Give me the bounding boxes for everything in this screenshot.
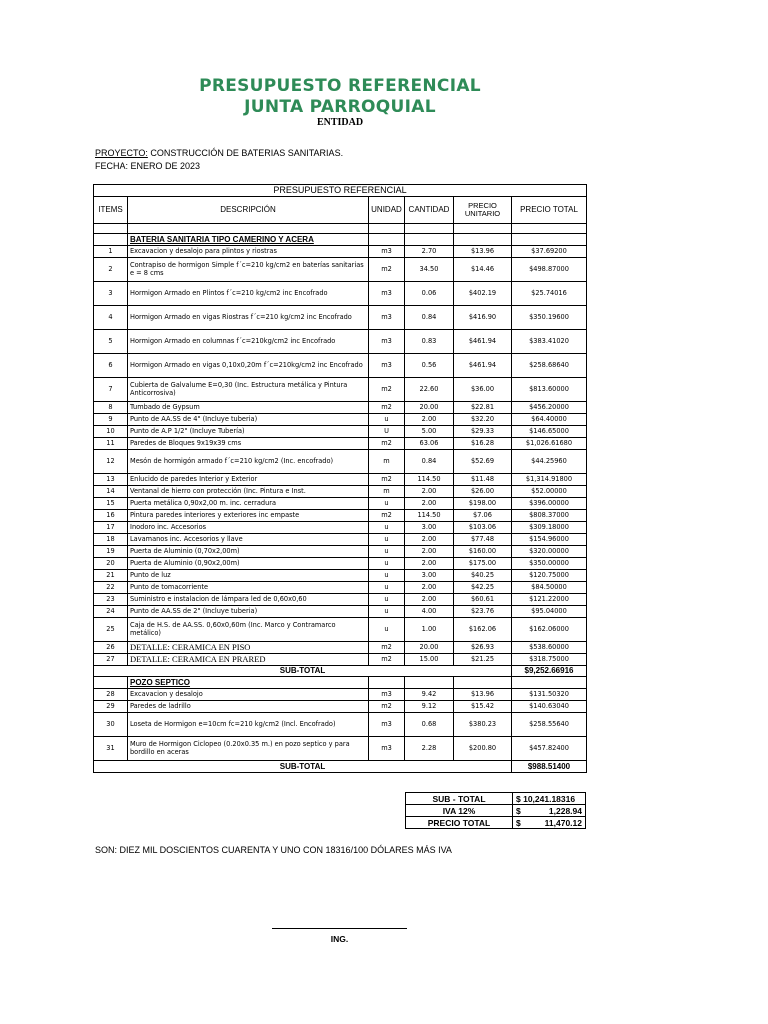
item-quantity: 5.00 [405, 426, 454, 438]
iva-label: IVA 12% [406, 805, 513, 817]
item-number: 28 [94, 689, 128, 701]
empty-cell [512, 677, 587, 689]
date-label: FECHA: [95, 161, 129, 171]
item-number: 20 [94, 558, 128, 570]
item-unit: m2 [369, 378, 405, 402]
total-currency: $ [516, 817, 521, 828]
item-total-price: $95.04000 [512, 606, 587, 618]
item-unit: U [369, 426, 405, 438]
item-quantity: 3.00 [405, 570, 454, 582]
table-row [94, 510, 587, 522]
item-total-price: $1,314.91800 [512, 474, 587, 486]
item-unit-price: $32.20 [454, 414, 512, 426]
item-description: Muro de Hormigon Ciclopeo (0.20x0.35 m.) en pozo septico y para bordillo en aceras [128, 737, 369, 761]
signature-line [272, 928, 407, 929]
item-unit: m2 [369, 642, 405, 654]
item-number: 10 [94, 426, 128, 438]
item-quantity: 0.84 [405, 450, 454, 474]
item-description: Puerta de Aluminio (0,90x2,00m) [128, 558, 369, 570]
header-items: ITEMS [94, 197, 128, 224]
table-row [94, 522, 587, 534]
budget-table-body [94, 185, 587, 773]
empty-cell [405, 677, 454, 689]
item-total-price: $538.60000 [512, 642, 587, 654]
item-unit-price: $198.00 [454, 498, 512, 510]
item-description: Punto de AA.SS de 4" (Incluye tuberia) [128, 414, 369, 426]
item-unit: m [369, 450, 405, 474]
item-quantity: 9.12 [405, 701, 454, 713]
item-total-price: $162.06000 [512, 618, 587, 642]
item-unit: m2 [369, 474, 405, 486]
item-unit-price: $162.06 [454, 618, 512, 642]
item-number: 3 [94, 282, 128, 306]
item-unit-price: $52.69 [454, 450, 512, 474]
header-unit: UNIDAD [369, 197, 405, 224]
table-row [94, 282, 587, 306]
item-quantity: 2.00 [405, 546, 454, 558]
item-unit-price: $60.61 [454, 594, 512, 606]
item-unit-price: $42.25 [454, 582, 512, 594]
item-unit-price: $15.42 [454, 701, 512, 713]
item-unit-price: $380.23 [454, 713, 512, 737]
table-row [94, 498, 587, 510]
item-quantity: 2.70 [405, 246, 454, 258]
item-quantity: 2.00 [405, 582, 454, 594]
item-unit: u [369, 498, 405, 510]
item-description: Pintura paredes interiores y exteriores inc empaste [128, 510, 369, 522]
section-title-pozo: POZO SEPTICO [128, 677, 369, 689]
header-unit-price: PRECIO UNITARIO [454, 197, 512, 224]
empty-cell [512, 224, 587, 234]
table-row [94, 594, 587, 606]
item-total-price: $84.50000 [512, 582, 587, 594]
item-unit: u [369, 606, 405, 618]
empty-cell [369, 234, 405, 246]
table-row [94, 618, 587, 642]
item-quantity: 22.60 [405, 378, 454, 402]
item-number: 23 [94, 594, 128, 606]
item-description: Puerta de Aluminio (0,70x2,00m) [128, 546, 369, 558]
table-row [94, 570, 587, 582]
item-quantity: 0.83 [405, 330, 454, 354]
item-quantity: 63.06 [405, 438, 454, 450]
item-unit: u [369, 414, 405, 426]
item-unit: m3 [369, 306, 405, 330]
item-unit: m3 [369, 737, 405, 761]
item-description: Excavacion y desalojo para plintos y riostras [128, 246, 369, 258]
subtotal-value: $9,252.66916 [512, 666, 587, 677]
empty-cell [369, 677, 405, 689]
item-description: Hormigon Armado en vigas 0,10x0,20m f´c=210kg/cm2 inc Encofrado [128, 354, 369, 378]
item-unit: u [369, 594, 405, 606]
total-label: PRECIO TOTAL [406, 817, 513, 829]
item-description: Puerta metálica 0,90x2,00 m. inc. cerradura [128, 498, 369, 510]
empty-cell [94, 234, 128, 246]
item-total-price: $350.19600 [512, 306, 587, 330]
item-quantity: 20.00 [405, 642, 454, 654]
signature-title: ING. [330, 934, 349, 944]
item-unit: u [369, 570, 405, 582]
totals-iva-row [406, 805, 586, 817]
item-unit-price: $200.80 [454, 737, 512, 761]
item-total-price: $396.00000 [512, 498, 587, 510]
table-row [94, 546, 587, 558]
item-unit-price: $461.94 [454, 354, 512, 378]
item-total-price: $457.82400 [512, 737, 587, 761]
item-description: DETALLE: CERAMICA EN PISO [128, 642, 369, 654]
item-description: Paredes de ladrillo [128, 701, 369, 713]
item-quantity: 4.00 [405, 606, 454, 618]
item-quantity: 2.00 [405, 534, 454, 546]
item-description: Cubierta de Galvalume E=0,30 (Inc. Estructura metálica y Pintura Anticorrosiva) [128, 378, 369, 402]
item-number: 7 [94, 378, 128, 402]
item-description: Hormigon Armado en vigas Riostras f´c=210 kg/cm2 inc Encofrado [128, 306, 369, 330]
item-quantity: 34.50 [405, 258, 454, 282]
item-number: 22 [94, 582, 128, 594]
subtotal-row [94, 666, 587, 677]
item-total-price: $25.74016 [512, 282, 587, 306]
table-row [94, 414, 587, 426]
item-description: Contrapiso de hormigon Simple f´c=210 kg/cm2 en baterías sanitarias e = 8 cms [128, 258, 369, 282]
item-description: Punto de A.P 1/2" (Incluye Tubería) [128, 426, 369, 438]
item-description: Inodoro inc. Accesorios [128, 522, 369, 534]
item-number: 18 [94, 534, 128, 546]
item-unit: m2 [369, 402, 405, 414]
item-description: Punto de tomacorriente [128, 582, 369, 594]
header-description: DESCRIPCIÓN [128, 197, 369, 224]
item-number: 16 [94, 510, 128, 522]
item-description: Ventanal de hierro con protección (Inc. Pintura e Inst. [128, 486, 369, 498]
item-description: Lavamanos inc. Accesorios y llave [128, 534, 369, 546]
item-unit-price: $40.25 [454, 570, 512, 582]
item-unit: m3 [369, 713, 405, 737]
item-unit: u [369, 534, 405, 546]
empty-cell [454, 677, 512, 689]
item-unit-price: $103.06 [454, 522, 512, 534]
item-quantity: 114.50 [405, 510, 454, 522]
item-unit: u [369, 546, 405, 558]
totals-subtotal-row [406, 793, 586, 805]
item-number: 11 [94, 438, 128, 450]
item-total-price: $498.87000 [512, 258, 587, 282]
item-unit-price: $402.19 [454, 282, 512, 306]
table-row [94, 474, 587, 486]
item-total-price: $813.60000 [512, 378, 587, 402]
header-quantity: CANTIDAD [405, 197, 454, 224]
item-number: 8 [94, 402, 128, 414]
item-total-price: $131.50320 [512, 689, 587, 701]
table-title: PRESUPUESTO REFERENCIAL [94, 185, 587, 197]
total-cell [513, 817, 586, 829]
item-total-price: $258.68640 [512, 354, 587, 378]
item-description: Punto de AA.SS de 2" (Incluye tuberia) [128, 606, 369, 618]
empty-cell [369, 224, 405, 234]
item-description: Paredes de Bloques 9x19x39 cms [128, 438, 369, 450]
table-row [94, 402, 587, 414]
iva-value: 1,228.94 [548, 805, 582, 816]
table-row [94, 258, 587, 282]
item-description: DETALLE: CERAMICA EN PRARED [128, 654, 369, 666]
subtotal-row [94, 761, 587, 773]
item-unit: m3 [369, 689, 405, 701]
item-quantity: 2.00 [405, 414, 454, 426]
subtotal-value: $ 10,241.18316 [513, 793, 586, 805]
item-quantity: 2.28 [405, 737, 454, 761]
empty-cell [405, 234, 454, 246]
table-row [94, 558, 587, 570]
item-unit: m3 [369, 282, 405, 306]
item-unit-price: $461.94 [454, 330, 512, 354]
item-quantity: 2.00 [405, 486, 454, 498]
item-total-price: $64.40000 [512, 414, 587, 426]
item-unit-price: $13.96 [454, 246, 512, 258]
subtotal-label: SUB-TOTAL [94, 761, 512, 773]
item-total-price: $52.00000 [512, 486, 587, 498]
item-total-price: $120.75000 [512, 570, 587, 582]
empty-cell [454, 234, 512, 246]
item-quantity: 2.00 [405, 498, 454, 510]
section-header-row [94, 234, 587, 246]
item-description: Enlucido de paredes Interior y Exterior [128, 474, 369, 486]
empty-cell [405, 224, 454, 234]
empty-cell [512, 234, 587, 246]
item-total-price: $383.41020 [512, 330, 587, 354]
item-unit: m [369, 486, 405, 498]
table-row [94, 378, 587, 402]
amount-in-words: SON: DIEZ MIL DOSCIENTOS CUARENTA Y UNO CON 18316/100 DÓLARES MÁS IVA [95, 845, 452, 855]
entity-label: ENTIDAD [316, 117, 364, 128]
item-number: 21 [94, 570, 128, 582]
item-number: 12 [94, 450, 128, 474]
item-unit-price: $21.25 [454, 654, 512, 666]
item-description: Mesón de hormigón armado f´c=210 kg/cm2 (Inc. encofrado) [128, 450, 369, 474]
table-row [94, 642, 587, 654]
table-row [94, 306, 587, 330]
item-quantity: 3.00 [405, 522, 454, 534]
item-number: 24 [94, 606, 128, 618]
item-total-price: $37.69200 [512, 246, 587, 258]
item-unit: m2 [369, 654, 405, 666]
table-header-row [94, 197, 587, 224]
item-total-price: $309.18000 [512, 522, 587, 534]
item-number: 15 [94, 498, 128, 510]
item-number: 9 [94, 414, 128, 426]
item-quantity: 1.00 [405, 618, 454, 642]
item-unit-price: $11.48 [454, 474, 512, 486]
item-unit-price: $23.76 [454, 606, 512, 618]
item-unit: u [369, 558, 405, 570]
item-description: Tumbado de Gypsum [128, 402, 369, 414]
table-row [94, 486, 587, 498]
item-number: 30 [94, 713, 128, 737]
item-unit: u [369, 522, 405, 534]
item-quantity: 0.84 [405, 306, 454, 330]
empty-cell [94, 677, 128, 689]
item-unit: u [369, 582, 405, 594]
table-row [94, 330, 587, 354]
item-quantity: 2.00 [405, 558, 454, 570]
iva-currency: $ [516, 805, 521, 816]
header-total-price: PRECIO TOTAL [512, 197, 587, 224]
item-quantity: 0.06 [405, 282, 454, 306]
item-description: Suministro e instalacion de lámpara led de 0,60x0,60 [128, 594, 369, 606]
item-number: 2 [94, 258, 128, 282]
item-unit-price: $26.93 [454, 642, 512, 654]
item-number: 19 [94, 546, 128, 558]
table-row [94, 246, 587, 258]
item-unit-price: $7.06 [454, 510, 512, 522]
item-number: 1 [94, 246, 128, 258]
item-quantity: 114.50 [405, 474, 454, 486]
table-title-row [94, 185, 587, 197]
date-value: ENERO DE 2023 [130, 161, 201, 171]
item-unit: m3 [369, 246, 405, 258]
totals-total-row [406, 817, 586, 829]
totals-table [405, 792, 586, 829]
item-quantity: 0.56 [405, 354, 454, 378]
empty-cell [454, 224, 512, 234]
item-unit-price: $29.33 [454, 426, 512, 438]
table-row [94, 654, 587, 666]
table-row [94, 438, 587, 450]
table-row [94, 689, 587, 701]
iva-cell [513, 805, 586, 817]
item-unit-price: $22.81 [454, 402, 512, 414]
table-row [94, 737, 587, 761]
item-total-price: $320.00000 [512, 546, 587, 558]
document-subtitle: JUNTA PARROQUIAL [244, 97, 436, 117]
table-row [94, 450, 587, 474]
item-unit-price: $160.00 [454, 546, 512, 558]
item-unit: m2 [369, 438, 405, 450]
item-description: Punto de luz [128, 570, 369, 582]
item-total-price: $44.25960 [512, 450, 587, 474]
item-total-price: $140.63040 [512, 701, 587, 713]
item-description: Loseta de Hormigon e=10cm fc=210 kg/cm2 (Incl. Encofrado) [128, 713, 369, 737]
subtotal-label: SUB - TOTAL [406, 793, 513, 805]
table-empty-row [94, 224, 587, 234]
item-unit-price: $77.48 [454, 534, 512, 546]
item-quantity: 2.00 [405, 594, 454, 606]
item-unit: m3 [369, 354, 405, 378]
project-value: CONSTRUCCIÓN DE BATERIAS SANITARIAS. [150, 148, 344, 158]
item-total-price: $258.55640 [512, 713, 587, 737]
item-unit-price: $13.96 [454, 689, 512, 701]
item-quantity: 9.42 [405, 689, 454, 701]
item-total-price: $121.22000 [512, 594, 587, 606]
item-unit: m2 [369, 701, 405, 713]
item-unit-price: $416.90 [454, 306, 512, 330]
subtotal-label: SUB-TOTAL [94, 666, 512, 677]
item-description: Hormigon Armado en Plintos f´c=210 kg/cm2 inc Encofrado [128, 282, 369, 306]
item-number: 14 [94, 486, 128, 498]
empty-cell [94, 224, 128, 234]
section-title-bateria: BATERIA SANITARIA TIPO CAMERINO Y ACERA [128, 234, 369, 246]
project-label: PROYECTO: [95, 148, 148, 158]
item-number: 25 [94, 618, 128, 642]
table-row [94, 582, 587, 594]
empty-cell [128, 224, 369, 234]
table-row [94, 354, 587, 378]
item-total-price: $808.37000 [512, 510, 587, 522]
item-number: 4 [94, 306, 128, 330]
item-unit-price: $26.00 [454, 486, 512, 498]
item-number: 17 [94, 522, 128, 534]
document-title: PRESUPUESTO REFERENCIAL [199, 76, 481, 96]
item-total-price: $456.20000 [512, 402, 587, 414]
date-line [95, 161, 200, 171]
table-row [94, 426, 587, 438]
item-number: 5 [94, 330, 128, 354]
item-total-price: $154.96000 [512, 534, 587, 546]
subtotal-value: $988.51400 [512, 761, 587, 773]
item-unit-price: $14.46 [454, 258, 512, 282]
item-description: Excavacion y desalojo [128, 689, 369, 701]
item-total-price: $1,026.61680 [512, 438, 587, 450]
item-unit: m3 [369, 330, 405, 354]
item-unit-price: $36.00 [454, 378, 512, 402]
item-total-price: $146.65000 [512, 426, 587, 438]
item-unit: u [369, 618, 405, 642]
item-total-price: $350.00000 [512, 558, 587, 570]
item-quantity: 0.68 [405, 713, 454, 737]
item-unit: m2 [369, 510, 405, 522]
item-number: 13 [94, 474, 128, 486]
item-unit: m2 [369, 258, 405, 282]
item-description: Hormigon Armado en columnas f´c=210kg/cm2 inc Encofrado [128, 330, 369, 354]
total-value: 11,470.12 [544, 817, 582, 828]
item-total-price: $318.75000 [512, 654, 587, 666]
item-description: Caja de H.S. de AA.SS. 0,60x0,60m (Inc. Marco y Contramarco metálico) [128, 618, 369, 642]
item-number: 27 [94, 654, 128, 666]
item-unit-price: $16.28 [454, 438, 512, 450]
item-number: 26 [94, 642, 128, 654]
item-number: 29 [94, 701, 128, 713]
table-row [94, 701, 587, 713]
item-number: 6 [94, 354, 128, 378]
section-header-row [94, 677, 587, 689]
project-line [95, 148, 343, 158]
table-row [94, 534, 587, 546]
budget-table [93, 184, 587, 773]
item-unit-price: $175.00 [454, 558, 512, 570]
item-number: 31 [94, 737, 128, 761]
table-row [94, 713, 587, 737]
item-quantity: 20.00 [405, 402, 454, 414]
table-row [94, 606, 587, 618]
item-quantity: 15.00 [405, 654, 454, 666]
